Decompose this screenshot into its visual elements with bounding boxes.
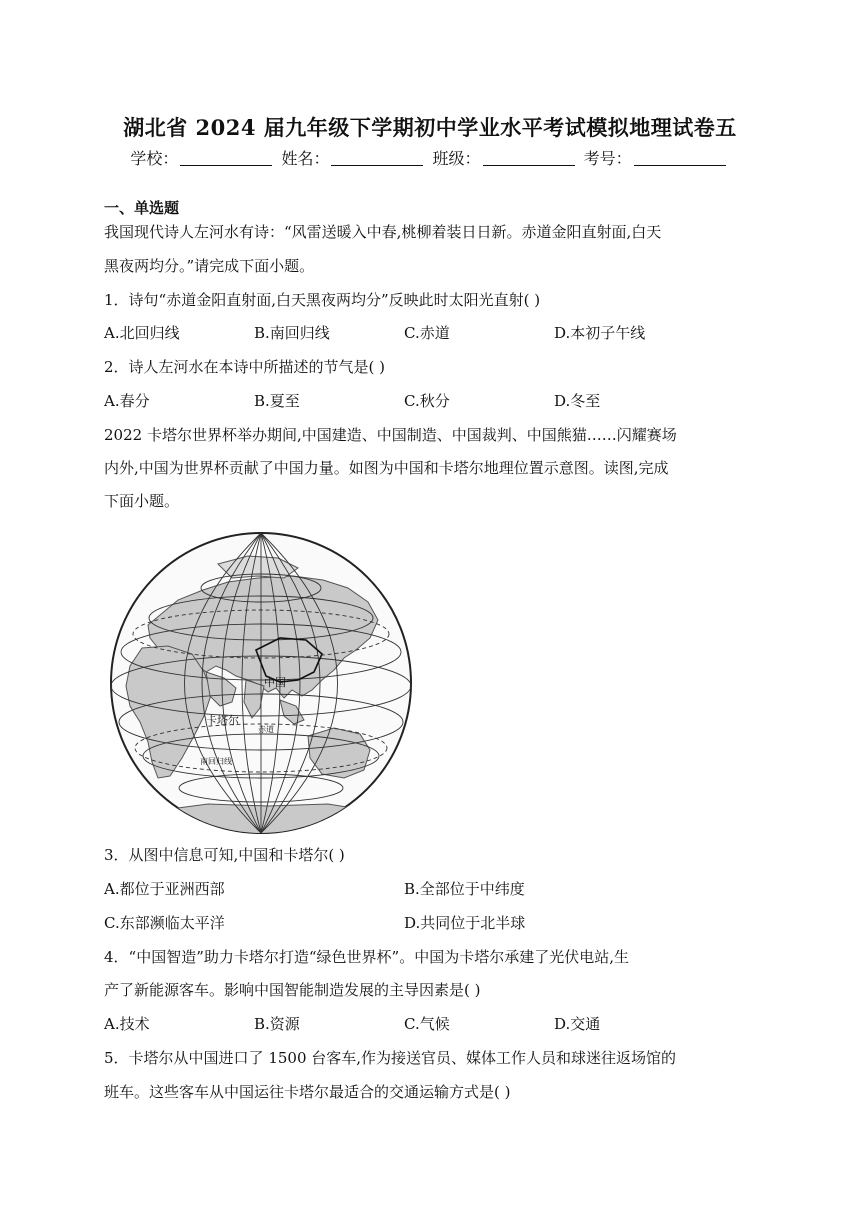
- passage2-line-3: 下面小题。: [104, 492, 180, 510]
- q1-option-b[interactable]: B.南回归线: [254, 324, 330, 342]
- q4-option-a[interactable]: A.技术: [104, 1015, 150, 1033]
- q4-stem-line-2: 产了新能源客车。影响中国智能制造发展的主导因素是( ): [104, 981, 481, 999]
- q3-option-a[interactable]: A.都位于亚洲西部: [104, 880, 225, 898]
- q1-option-a[interactable]: A.北回归线: [104, 324, 180, 342]
- q1-stem: 1．诗句“赤道金阳直射面,白天黑夜两均分”反映此时太阳光直射( ): [104, 291, 541, 309]
- class-blank[interactable]: [483, 165, 575, 166]
- qatar-label: 卡塔尔: [206, 714, 239, 727]
- q2-option-b[interactable]: B.夏至: [254, 392, 300, 410]
- exam-number-blank[interactable]: [634, 165, 726, 166]
- q4-option-c[interactable]: C.气候: [404, 1015, 450, 1033]
- section-title: 一、单选题: [104, 199, 180, 217]
- q4-option-d[interactable]: D.交通: [554, 1015, 601, 1033]
- q3-option-b[interactable]: B.全部位于中纬度: [404, 880, 525, 898]
- passage2-line-2: 内外,中国为世界杯贡献了中国力量。如图为中国和卡塔尔地理位置示意图。读图,完成: [104, 459, 669, 477]
- q2-option-d[interactable]: D.冬至: [554, 392, 601, 410]
- student-info-line: [0, 146, 860, 169]
- q3-option-c[interactable]: C.东部濒临太平洋: [104, 914, 225, 932]
- china-label: 中国: [264, 676, 286, 689]
- passage1-line-1: 我国现代诗人左河水有诗：“风雷送暖入中春,桃柳着装日日新。赤道金阳直射面,白天: [104, 223, 662, 241]
- exam-number-label: 考号：: [583, 149, 632, 168]
- tropic-south-label: 南回归线: [200, 757, 232, 766]
- school-label: 学校：: [130, 149, 179, 168]
- name-label: 姓名：: [281, 149, 330, 168]
- equator-label: 赤道: [258, 725, 274, 734]
- school-blank[interactable]: [180, 165, 272, 166]
- q5-stem-line-1: 5．卡塔尔从中国进口了 1500 台客车,作为接送官员、媒体工作人员和球迷往返场馆的: [104, 1049, 677, 1067]
- q2-option-a[interactable]: A.春分: [104, 392, 150, 410]
- class-label: 班级：: [432, 149, 481, 168]
- q1-option-d[interactable]: D.本初子午线: [554, 324, 646, 342]
- q3-stem: 3．从图中信息可知,中国和卡塔尔( ): [104, 846, 345, 864]
- passage1-line-2: 黑夜两均分。”请完成下面小题。: [104, 257, 315, 275]
- q2-stem: 2．诗人左河水在本诗中所描述的节气是( ): [104, 358, 386, 376]
- passage2-line-1: 2022 卡塔尔世界杯举办期间,中国建造、中国制造、中国裁判、中国熊猫……闪耀赛场: [104, 426, 677, 444]
- q5-stem-line-2: 班车。这些客车从中国运往卡塔尔最适合的交通运输方式是( ): [104, 1083, 511, 1101]
- name-blank[interactable]: [331, 165, 423, 166]
- q1-option-c[interactable]: C.赤道: [404, 324, 450, 342]
- china-qatar-globe-map: [108, 530, 414, 836]
- q4-stem-line-1: 4．“中国智造”助力卡塔尔打造“绿色世界杯”。中国为卡塔尔承建了光伏电站,生: [104, 948, 629, 966]
- q3-option-d[interactable]: D.共同位于北半球: [404, 914, 526, 932]
- q2-option-c[interactable]: C.秋分: [404, 392, 450, 410]
- exam-title: 湖北省 2024 届九年级下学期初中学业水平考试模拟地理试卷五: [123, 115, 737, 140]
- q4-option-b[interactable]: B.资源: [254, 1015, 300, 1033]
